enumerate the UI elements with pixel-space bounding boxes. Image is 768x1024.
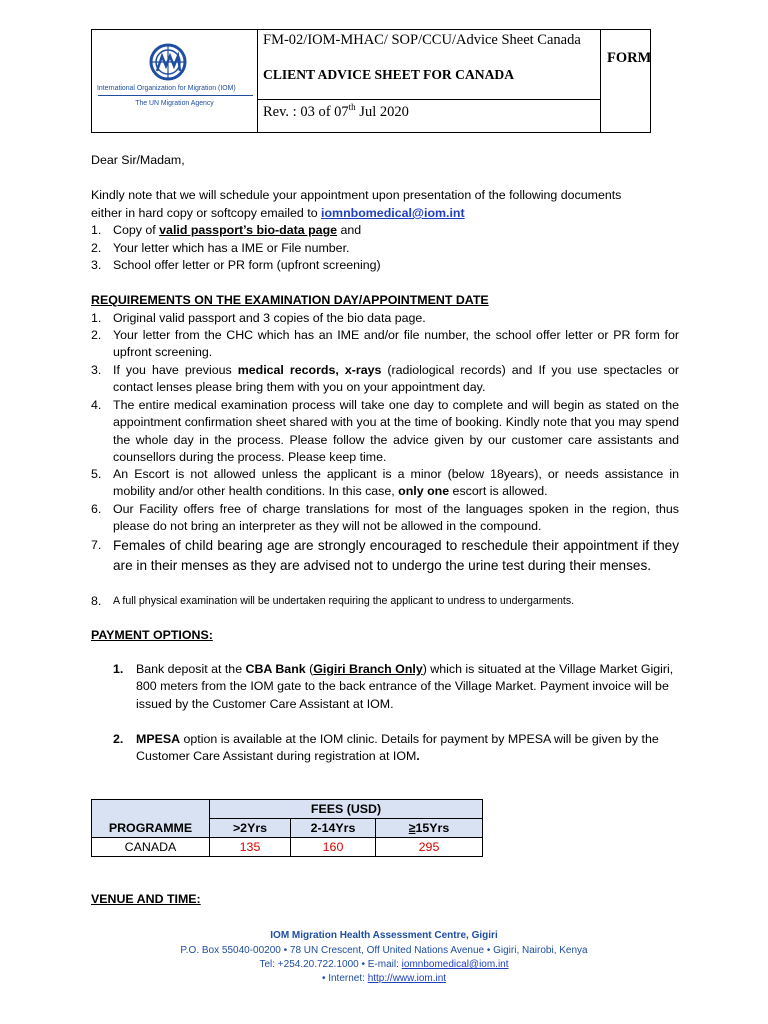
requirement-item <box>91 466 679 501</box>
intro-line-1: Kindly note that we will schedule your appointment upon presentation of the following documents <box>91 188 622 202</box>
payment-text: option is available at the IOM clinic. Details for payment by MPESA will be given by the Customer Care Assistant during registration at IOM <box>136 732 659 764</box>
org-name: International Organization for Migration (IOM) <box>97 85 236 92</box>
programme-header: PROGRAMME <box>92 819 210 838</box>
requirement-item <box>91 593 679 610</box>
salutation: Dear Sir/Madam, <box>91 153 185 167</box>
requirement-text: Original valid passport and 3 copies of the bio data page. <box>113 311 426 325</box>
doc-code: FM-02/IOM-MHAC/ SOP/CCU/Advice Sheet Canada <box>263 32 581 48</box>
footer-email-link[interactable]: iomnbomedical@iom.int <box>401 959 509 970</box>
payment-mpesa: MPESA <box>136 732 181 746</box>
iom-logo-icon <box>147 42 189 82</box>
programme-name: CANADA <box>92 838 210 857</box>
requirement-num: 2. <box>91 328 102 342</box>
requirement-num: 8. <box>91 594 102 608</box>
fee-value: 160 <box>291 838 376 857</box>
programme-header-top <box>92 800 210 819</box>
requirement-text-end: escort is allowed. <box>449 484 548 499</box>
requirement-item <box>91 536 679 575</box>
revision-prefix: Rev. : 03 of 07 <box>263 103 349 120</box>
requirement-bold: only one <box>398 484 450 499</box>
org-tagline: The UN Migration Agency <box>135 100 214 107</box>
document-header-table <box>91 29 651 133</box>
doc-title: CLIENT ADVICE SHEET FOR CANADA <box>263 67 515 82</box>
doc-item-text-end: and <box>337 223 362 237</box>
doc-item-num: 2. <box>91 241 102 255</box>
requirement-item <box>91 501 679 536</box>
revision-suffix: Jul 2020 <box>355 103 409 120</box>
intro-line-2 <box>91 205 465 222</box>
logo-cell <box>92 30 258 132</box>
payment-branch: Gigiri Branch Only <box>313 662 423 676</box>
payment-heading: PAYMENT OPTIONS: <box>91 628 213 642</box>
requirement-num: 4. <box>91 398 102 412</box>
payment-text: Bank deposit at the <box>136 662 246 676</box>
revision <box>263 102 409 121</box>
requirement-text: A full physical examination will be undertaken requiring the applicant to undress to undergarments. <box>113 595 575 607</box>
requirement-text-end: (radiological records) and If you use spectacles or contact lenses please bring them with you on your appointment day. <box>113 363 680 395</box>
payment-paren: ( <box>305 662 314 676</box>
payment-num: 2. <box>113 732 124 746</box>
header-middle <box>257 30 601 132</box>
form-label: FORM <box>607 50 652 66</box>
fees-col-text: 15Yrs <box>415 821 450 835</box>
requirement-bold: medical records, x-rays <box>237 363 382 377</box>
footer-contact <box>0 958 768 973</box>
fees-table <box>91 799 483 857</box>
footer-internet-label: • Internet: <box>321 973 368 984</box>
requirement-text: An Escort is not allowed unless the applicant is a minor (below 18years), or needs assistance in mobility and/or other health conditions. In this case, <box>113 467 679 499</box>
requirement-item <box>91 327 679 362</box>
payment-item <box>113 661 679 713</box>
payment-num: 1. <box>113 662 124 676</box>
footer-centre: IOM Migration Health Assessment Centre, Gigiri <box>270 930 498 941</box>
requirement-num: 3. <box>91 363 102 377</box>
requirement-item <box>91 310 679 327</box>
payment-item <box>113 731 679 766</box>
footer-website-link[interactable]: http://www.iom.int <box>367 973 447 984</box>
fees-col-sign: ≥ <box>408 821 416 835</box>
requirement-num: 1. <box>91 311 102 325</box>
payment-bank: CBA Bank <box>245 662 306 676</box>
footer-tel: Tel: +254.20.722.1000 • E-mail: <box>259 959 402 970</box>
requirement-item <box>91 362 679 397</box>
payment-text-end: ) which is situated at the Village Market Gigiri, 800 meters from the IOM gate to the back entrance of the Village Market. Payment invoice will be issued by the Customer Care Assistant at IOM. <box>136 662 674 711</box>
payment-period: . <box>416 749 420 764</box>
requirement-text: Our Facility offers free of charge translations for most of the languages spoken in the region, thus please do not bring an interpreter as they will not be allowed in the compound. <box>113 502 679 534</box>
footer-address: P.O. Box 55040-00200 • 78 UN Crescent, Off United Nations Avenue • Gigiri, Nairobi, Kenya <box>180 945 588 956</box>
requirement-num: 6. <box>91 502 102 516</box>
requirement-item <box>91 397 679 467</box>
requirement-text: The entire medical examination process will take one day to complete and will begin as stated on the appointment confirmation sheet shared with you at the time of booking. Kindly note that you may spend the whole day in the process. Please follow the advice given by our customer care assistants and counsellors during the process. Please keep time. <box>113 398 679 465</box>
doc-item-text: School offer letter or PR form (upfront screening) <box>113 258 381 272</box>
requirement-num: 5. <box>91 467 102 481</box>
form-cell <box>600 30 651 132</box>
intro-email-link[interactable]: iomnbomedical@iom.int <box>321 206 465 220</box>
doc-item-text: Your letter which has a IME or File number. <box>113 241 350 255</box>
doc-item-num: 3. <box>91 258 102 272</box>
requirement-text: Your letter from the CHC which has an IME and/or file number, the school offer letter or PR form for upfront screening. <box>113 328 679 360</box>
doc-item <box>91 240 679 257</box>
fees-col-header: >2Yrs <box>210 819 291 838</box>
doc-item <box>91 222 679 239</box>
footer-internet <box>0 972 768 987</box>
org-divider <box>98 95 253 96</box>
fee-value: 295 <box>376 838 483 857</box>
requirements-heading: REQUIREMENTS ON THE EXAMINATION DAY/APPOINTMENT DATE <box>91 293 489 307</box>
doc-item-num: 1. <box>91 223 102 237</box>
fees-header: FEES (USD) <box>210 800 483 819</box>
fees-col-header: 2-14Yrs <box>291 819 376 838</box>
fees-col-header <box>376 819 483 838</box>
venue-heading: VENUE AND TIME: <box>91 892 201 906</box>
revision-sup: th <box>348 102 356 112</box>
fee-value: 135 <box>210 838 291 857</box>
requirement-text: Females of child bearing age are strongly encouraged to reschedule their appointment if they are in their menses as they are advised not to undergo the urine test during their menses. <box>113 538 679 573</box>
header-title-cell <box>257 30 600 100</box>
requirement-num: 7. <box>91 538 102 552</box>
doc-item <box>91 257 679 274</box>
doc-item-bold: valid passport’s bio-data page <box>159 223 338 237</box>
requirement-text: If you have previous <box>113 363 238 377</box>
doc-item-text: Copy of <box>113 223 160 237</box>
intro-text: either in hard copy or softcopy emailed to <box>91 206 322 220</box>
